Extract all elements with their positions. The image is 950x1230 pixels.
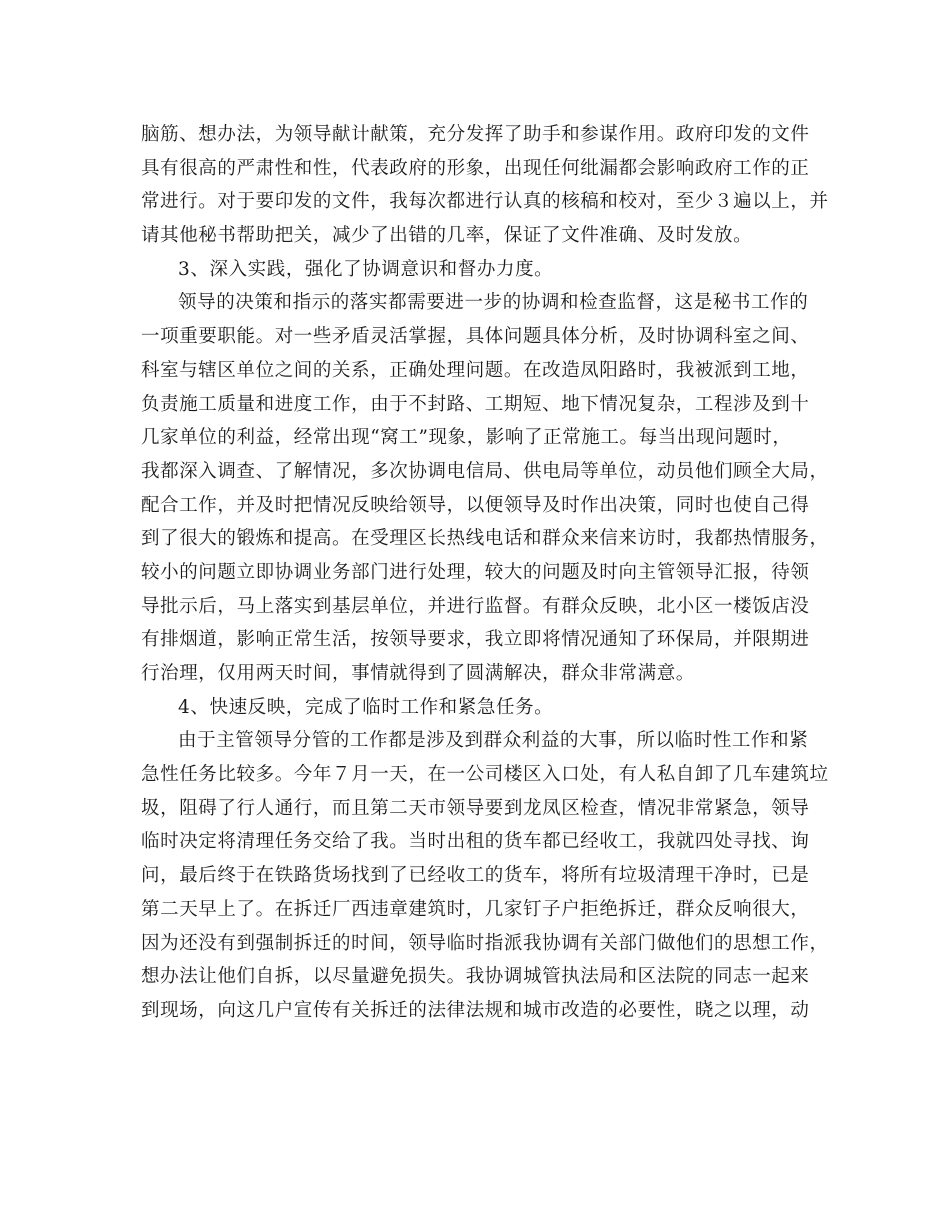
text-line: 一项重要职能。对一些矛盾灵活掌握，具体问题具体分析，及时协调科室之间、	[141, 326, 810, 348]
text-line: 较小的问题立即协调业务部门进行处理，较大的问题及时向主管领导汇报，待领	[141, 561, 810, 583]
text-line: 有排烟道，影响正常生活，按领导要求，我立即将情况通知了环保局，并限期进	[141, 629, 810, 651]
text-line: 几家单位的利益，经常出现“窝工”现象，影响了正常施工。每当出现问题时，	[141, 427, 792, 449]
text-line: 4、快速反映，完成了临时工作和紧急任务。	[178, 696, 554, 718]
text-line: 导批示后，马上落实到基层单位，并进行监督。有群众反映，北小区一楼饭店没	[141, 595, 810, 617]
text-line: 急性任务比较多。今年７月一天，在一公司楼区入口处，有人私自卸了几车建筑垃	[141, 764, 829, 786]
text-line: 第二天早上了。在拆迁厂西违章建筑时，几家钉子户拒绝拆迁，群众反响很大，	[141, 898, 810, 920]
text-line: 我都深入调查、了解情况，多次协调电信局、供电局等单位，动员他们顾全大局，	[141, 460, 829, 482]
text-line: 到了很大的锻炼和提高。在受理区长热线电话和群众来信来访时，我都热情服务，	[141, 528, 829, 550]
text-line: 因为还没有到强制拆迁的时间，领导临时指派我协调有关部门做他们的思想工作，	[141, 932, 829, 954]
text-line: 请其他秘书帮助把关，减少了出错的几率，保证了文件准确、及时发放。	[141, 225, 753, 247]
text-line: 圾，阻碍了行人通行，而且第二天市领导要到龙凤区检查，情况非常紧急，领导	[141, 797, 810, 819]
text-line: 想办法让他们自拆，以尽量避免损失。我协调城管执法局和区法院的同志一起来	[141, 966, 810, 988]
document-body	[141, 118, 829, 1028]
text-line: 配合工作，并及时把情况反映给领导，以便领导及时作出决策，同时也使自己得	[141, 494, 810, 516]
text-line: 具有很高的严肃性和性，代表政府的形象，出现任何纰漏都会影响政府工作的正	[141, 157, 810, 179]
text-line: 常进行。对于要印发的文件，我每次都进行认真的核稿和校对，至少３遍以上，并	[141, 191, 829, 213]
text-line: 行治理，仅用两天时间，事情就得到了圆满解决，群众非常满意。	[141, 663, 695, 684]
text-line: 3、深入实践，强化了协调意识和督办力度。	[178, 258, 554, 280]
text-line: 科室与辖区单位之间的关系，正确处理问题。在改造凤阳路时，我被派到工地，	[141, 359, 810, 381]
text-line: 由于主管领导分管的工作都是涉及到群众利益的大事，所以临时性工作和紧	[178, 730, 809, 752]
text-line: 问，最后终于在铁路货场找到了已经收工的货车，将所有垃圾清理干净时，已是	[141, 865, 810, 887]
text-line: 领导的决策和指示的落实都需要进一步的协调和检查监督，这是秘书工作的	[178, 292, 809, 314]
text-line: 负责施工质量和进度工作，由于不封路、工期短、地下情况复杂，工程涉及到十	[141, 393, 810, 415]
text-line: 脑筋、想办法，为领导献计献策，充分发挥了助手和参谋作用。政府印发的文件	[141, 124, 810, 145]
text-line: 到现场，向这几户宣传有关拆迁的法律法规和城市改造的必要性，晓之以理，动	[141, 999, 810, 1021]
text-line: 临时决定将清理任务交给了我。当时出租的货车都已经收工，我就四处寻找、询	[141, 831, 810, 853]
